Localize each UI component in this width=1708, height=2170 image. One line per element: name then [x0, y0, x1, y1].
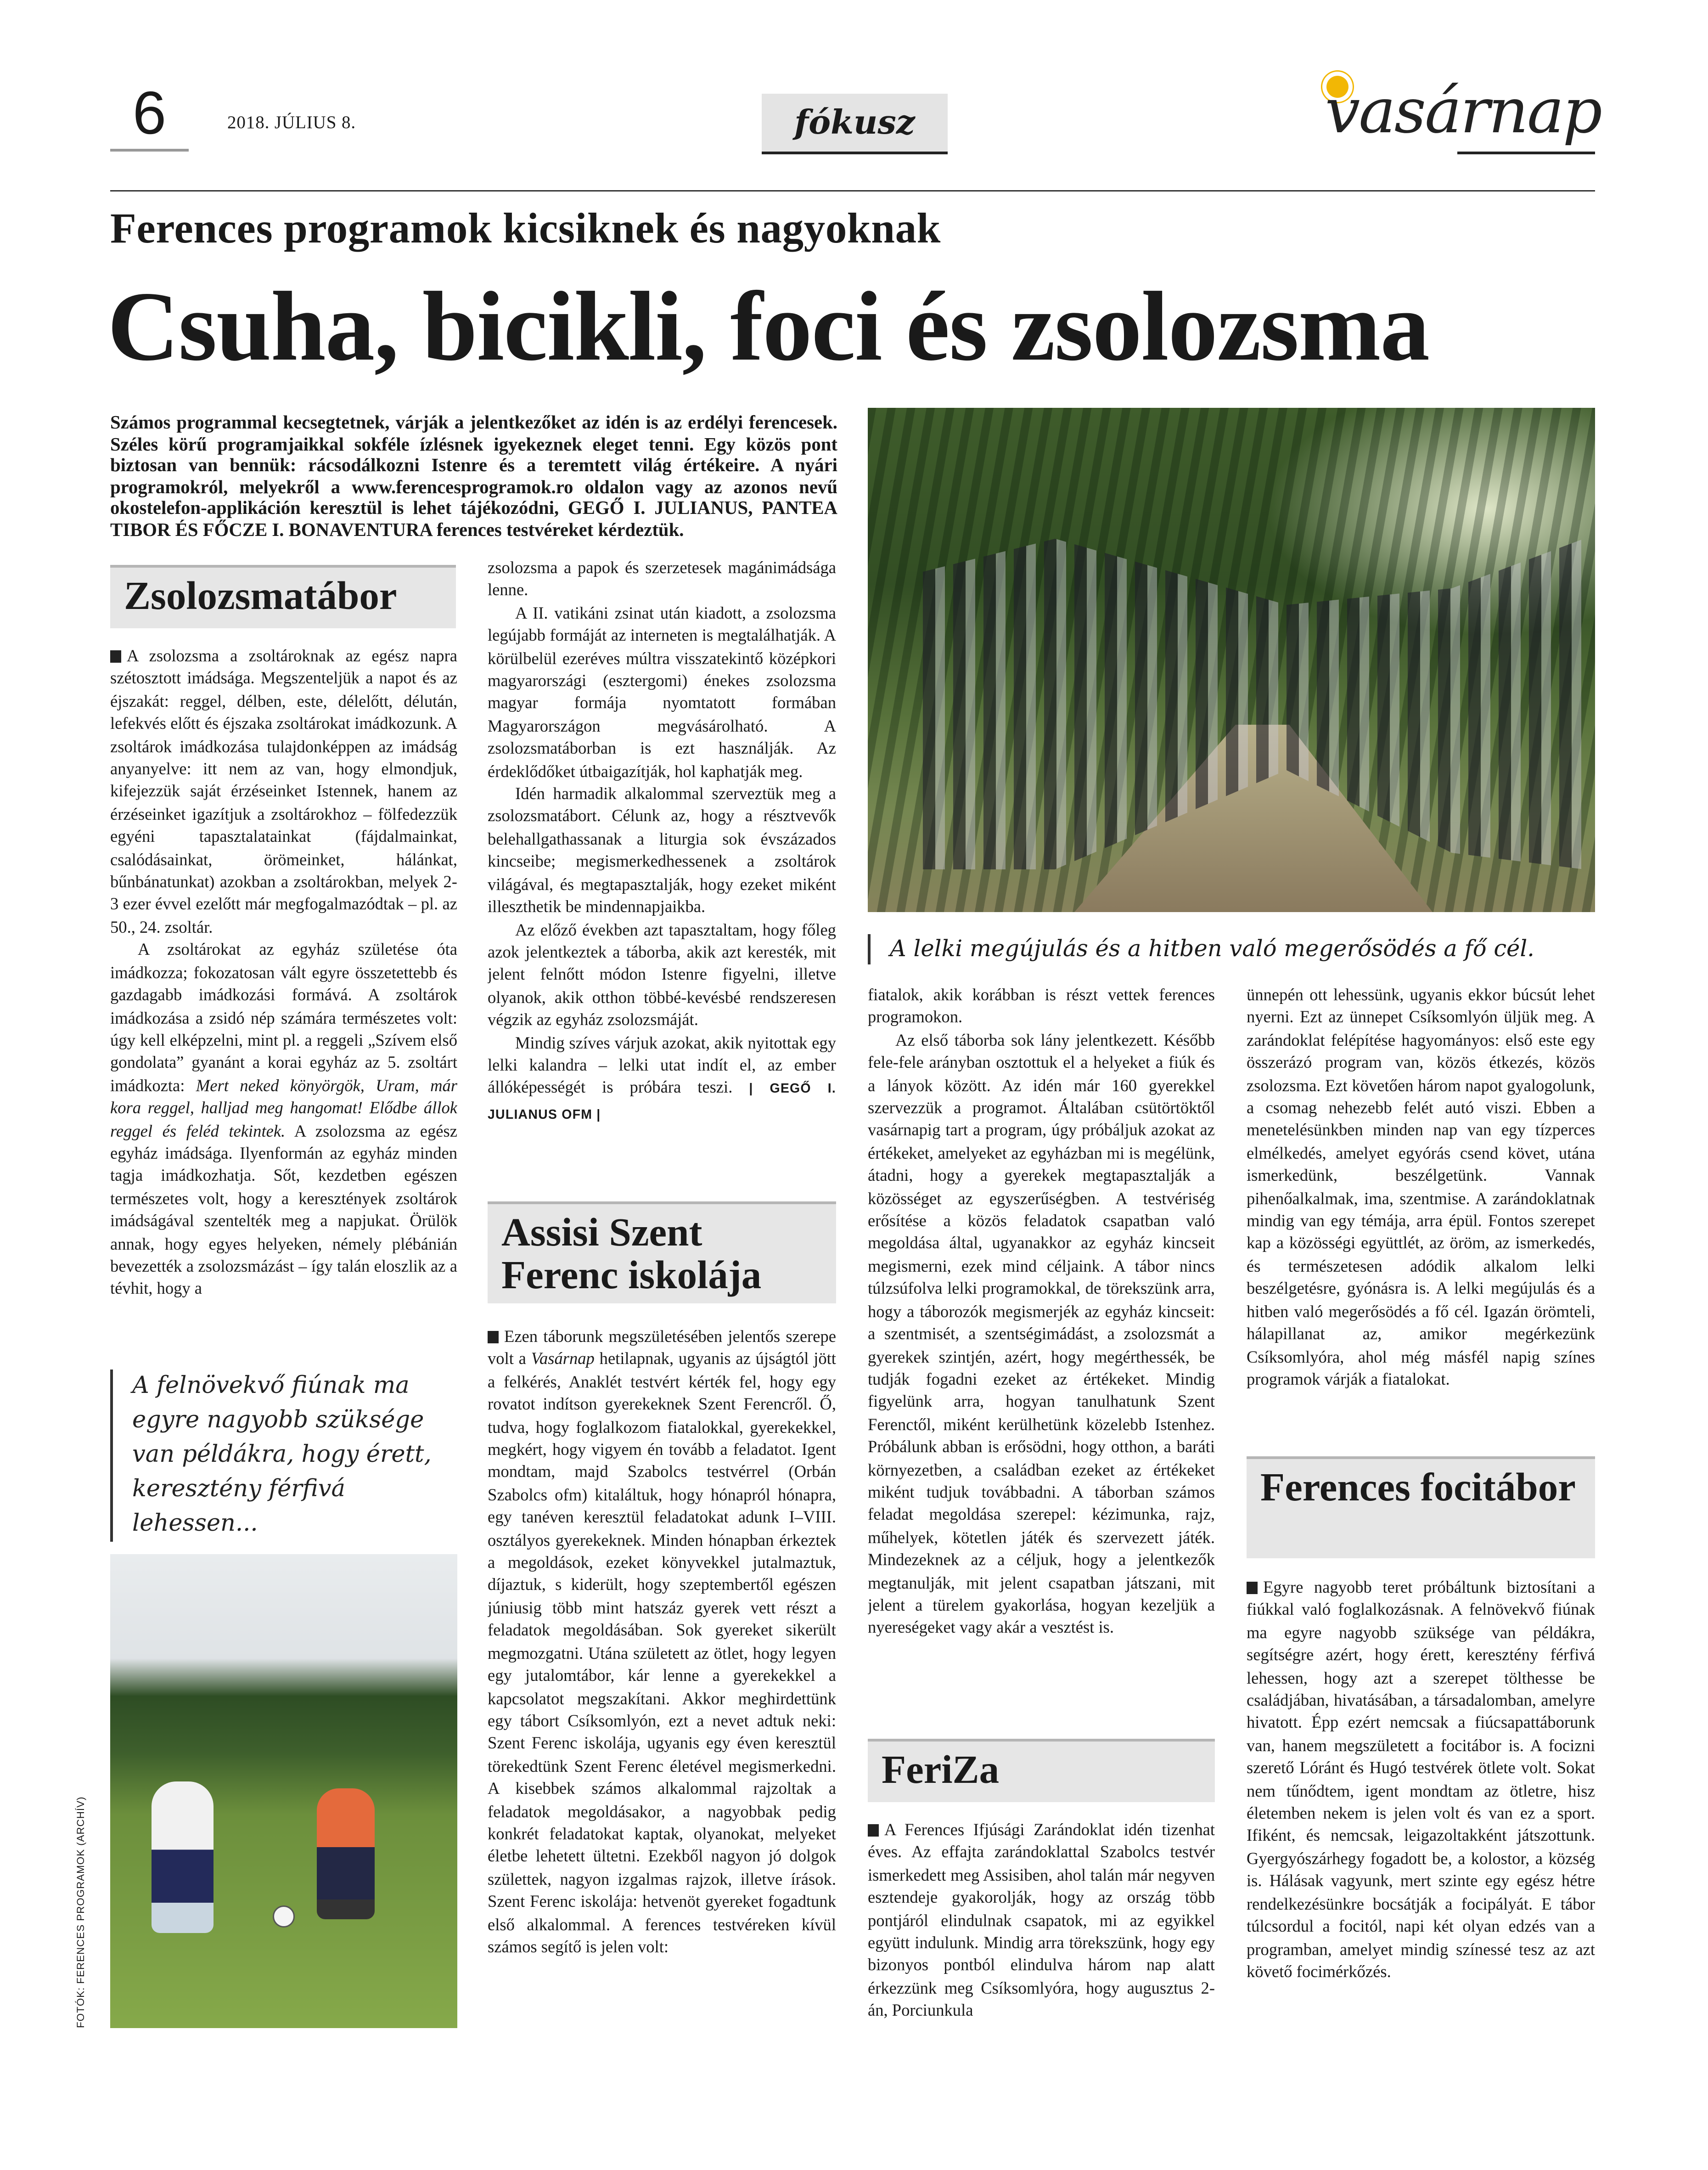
section-heading-feriza: FeriZa: [868, 1739, 1215, 1802]
column-3-bottom: [868, 1819, 1215, 2034]
player-white-shirt: [152, 1781, 214, 1933]
paragraph: [868, 1819, 1215, 2022]
paragraph-text: Egyre nagyobb teret próbáltunk biztosítani a fiúkkal való foglalkozásnak. A felnövekvő fiúnak ma egyre nagyobb szüksége van példákra, segítségre azért, hogy érett, keresztény férfivá lehessen, hogy azt a szerepet tölthesse be családjában, hivatásában, a társadalomban, amelyre hivatott. Épp ezért nemcsak a fiúcsapattáborunk van, hanem megszületett a focitábor is. A focizni szerető Lóránt és Hugó testvérek ötlete volt. Sokat nem tűnődtem, igent mondtam az ötletre, hisz életemben nekem is jelen volt és van ez a sport. Ifiként, és nemcsak, leigazoltakként játszottunk. Gyergyószárhegy fogadott be, a kolostor, a község is. Hálásak vagyunk, mert szinte egy egész hétre rendelkezésünkre bocsátják a focipályát. E tábor túlcsordul a focitól, napi két olyan edzés van a programban, amelyet mindig színessé tesz az azt követő focimérkőzés.: [1247, 1578, 1595, 1981]
paragraph: ünnepén ott lehessünk, ugyanis ekkor búcsút lehet nyerni. Ezt az ünnepet Csíksomlyón üljük meg. A zarándoklat felépítése hagyományos: első este egy összerázó program van, közös étkezés, közös zsolozsma. Ezt követően három napot gyalogolunk, a csomag nehezebb felét autó viszi. Ebben a menetelésünkben minden nap van egy tízperces elmélkedés, amelyet egyórás csend követ, utána ismerkedünk, beszélgetünk. Vannak pihenőalkalmak, ima, szentmise. A zarándoklatnak mindig van egy témája, arra épül. Fontos szerepet kap a közösségi együttlét, az öröm, az ismerkedés, és természetesen adódik alkalom lelki beszélgetésre, gyónásra is. A lelki megújulás és a hitben való megerősödés a fő cél. Igazán örömteli, hálapillanat az, amikor megérkezünk Csíksomlyóra, ahol még másfél napig színes programok várják a fiatalokat.: [1247, 985, 1595, 1389]
section-heading-iskola: Assisi Szent Ferenc iskolája: [488, 1201, 836, 1303]
section-label: fókusz: [762, 94, 948, 154]
paragraph-text: A Ferences Ifjúsági Zarándoklat idén tizenhat éves. Az effajta zarándoklattal Szabolcs testvér ismerkedett meg Assisiben, ahol talán már negyven esztendeje gyakorolják, hogy az ország több pontjáról elindulnak csapatok, mi az egyikkel együtt indulunk. Mindig arra törekszünk, hogy egy bizonyos pontból elindulva három nap alatt érkezzünk meg Csíksomlyóra, hogy augusztus 2-án, Porciunkula: [868, 1820, 1215, 2020]
paragraph: Az első táborba sok lány jelentkezett. Később fele-fele arányban osztottuk el a helyeket a fiúk és a lányok között. Az idén már 160 gyerekkel szervezzük a programot. Általában csütörtöktől vasárnapig tart a program, úgy próbáljuk azokat az értékeket, amelyeket az egyházban mi is megélünk, átadni, hogy a gyerekek megtapasztalják a közösséget az egyszerűségben. A testvériség erősítése a közös feladatok csapatban való megoldása által, ugyanakkor az egyház kincseit megismerni, ezek mind céljaink. A tábor nincs túlzsúfolva lelki programokkal, de törekszünk arra, hogy a táborozók megismerjék az egyház kincseit: a szentmisét, a szentségimádást, a zsolozsmát a gyerekek szintjén, azért, hogy megérthessék, be tudják fogadni ezeket az értékeket. Mindig figyelünk arra, hogyan tanulhatunk Szent Ferenctől, miként kerülhetünk közelebb Istenhez. Próbálunk abban is erősödni, hogy otthon, a baráti környezetben, a családban ezeket az értékeket miként tudjuk továbbadni. A táborban számos feladat megoldása szerepel: kézimunka, rajz, műhelyek, kötetlen játék és szervezett játék. Mindezeknek az a céljuk, hogy a jelentkezők megtanulják, mit jelent csapatban játszani, mit jelent a türelem gyakorlása, hogyan kezeljük a nyereségeket vagy akár a vesztést is.: [868, 1030, 1215, 1638]
column-2-top: [488, 557, 836, 1185]
paragraph-start-square: [868, 1824, 879, 1837]
pilgrimage-group-photo: [868, 408, 1595, 912]
paragraph-text: Ezen táborunk megszületésében jelentős szerepe volt a: [488, 1327, 836, 1369]
column-1: [110, 645, 457, 1356]
paragraph-text: A zsolozsma a zsoltároknak az egész napra szétosztott imádsága. Megszenteljük a napot és az éjszakát: reggel, délben, este, délelőtt, délután, lefekvés előtt és éjszaka zsoltárokat imádkozunk. A zsoltárok imádkozása tulajdonképpen az imádság anyanyelve: itt nem az van, hogy elmondjuk, kifejezzük saját érzéseinket Istennek, hanem az érzéseinket igazítjuk a zsoltárokhoz – fölfedezzük egyéni tapasztalatainkat (fájdalmainkat, csalódásainkat, örömeinket, hálánkat, bűnbánatunkat) azokban a zsoltárokban, melyek 2-3 ezer évvel ezelőtt már megfogalmazódtak – pl. az 50., 24. zsoltár.: [110, 646, 457, 937]
newspaper-name: Vasárnap: [531, 1349, 595, 1369]
column-4-top: [1247, 984, 1595, 1438]
soccer-camp-photo: [110, 1554, 457, 2028]
paragraph-text: A zsoltárokat az egyház születése óta imádkozza; fokozatosan vált egyre összetettebb és gazdagabb imádkozási formává. A zsoltárok imádkozása a zsidó nép számára természetes volt: úgy kell elképzelni, mint pl. a reggeli „Szívem első gondolata” gyanánt a korai egyház az 5. zsoltárt imádkozta:: [110, 940, 457, 1095]
column-3-top: [868, 984, 1215, 1719]
paragraph-text: A zsolozsma az egész egyház imádsága. Ilyenformán az egyház minden tagja imádkozhatja. Sőt, kezdetben egészen természetes volt, hogy a keresztények zsoltárok imádságával szentelték meg a napjukat. Örülök annak, hogy egyes helyeken, némely plébánián bevezették a zsolozsmázást – így talán eloszlik az a tévhit, hogy a: [110, 1121, 457, 1299]
paragraph: [1247, 1576, 1595, 1983]
psalm-quote: Mert neked könyörgök, Uram, már kora reggel, halljad meg hangomat! Elődbe állok reggel és feléd tekintek.: [110, 1076, 457, 1140]
vasarnap-logo: [1320, 72, 1602, 157]
paragraph: zsolozsma a papok és szerzetesek magánimádsága lenne.: [488, 558, 836, 600]
paragraph: [488, 1325, 836, 1958]
column-4-bottom: [1247, 1576, 1595, 2034]
article-kicker: Ferences programok kicsiknek és nagyoknak: [110, 204, 941, 252]
paragraph: [110, 939, 457, 1301]
paragraph: Idén harmadik alkalommal szerveztük meg a zsolozsmatábort. Célunk az, hogy a résztvevők belehallgathassanak a liturgia sok évszázados kincseibe; megismerkedhessenek a zsoltárok világával, és megtapasztalják, hogy ezeket miként illeszthetik be mindennapjaikba.: [488, 784, 836, 917]
photo-credit: FOTÓK: FERENCES PROGRAMOK (ARCHÍV): [74, 1796, 87, 2028]
paragraph: A II. vatikáni zsinat után kiadott, a zsolozsma legújabb formáját az interneten is megtalálhatják. A körülbelül ezeréves múltra visszatekintő középkori magyarországi (esztergomi) énekes zsolozsma magyar formája nyomtatott formában Magyarországon megvásárolható. A zsolozsmatáborban is ezt használják. Az érdeklődőket útbaigazítják, hol kaphatják meg.: [488, 603, 836, 781]
paragraph: fiatalok, akik korábban is részt vettek ferences programokon.: [868, 985, 1215, 1027]
section-heading-focitabor: Ferences focitábor: [1247, 1456, 1595, 1558]
issue-date: 2018. JÚLIUS 8.: [227, 112, 356, 132]
paragraph: [110, 645, 457, 939]
paragraph: [488, 1031, 836, 1127]
pull-quote: A felnövekvő fiúnak ma egyre nagyobb szüksége van példákra, hogy érett, keresztény férfivá lehessen...: [110, 1370, 456, 1542]
paragraph: Az előző években azt tapasztaltam, hogy főleg azok jelentkeztek a táborba, akik azt keresték, mit jelent felnőtt módon Istenre figyelni, illetve olyanok, akik otthon többé-kevésbé rendszeresen végzik az egyház zsolozsmáját.: [488, 919, 836, 1030]
article-lead: Számos programmal kecsegtetnek, várják a jelentkezőket az idén is az erdélyi ferencesek. Széles körű programjaikkal sokféle ízlésnek igyekeznek eleget tenni. Egy közös pont biztosan van bennük: rácsodálkozni Istenre és a teremtett világ értékeire. A nyári programokról, melyekről a www.ferencesprogramok.ro oldalon vagy az azonos nevű okostelefon-applikáción keresztül is lehet tájékozódni, GEGŐ I. JULIANUS, PANTEA TIBOR ÉS FŐCZE I. BONAVENTURA ferences testvéreket kérdeztük.: [110, 412, 837, 540]
article-headline: Csuha, bicikli, foci és zsolozsma: [107, 271, 1429, 382]
logo-underline: [1457, 152, 1595, 154]
paragraph-start-square: [488, 1331, 499, 1343]
page-number: 6: [110, 80, 189, 152]
paragraph-start-square: [110, 650, 121, 663]
column-2-bottom: [488, 1325, 836, 2034]
soccer-ball: [273, 1905, 295, 1928]
paragraph-text: Mindig szíves várjuk azokat, akik nyitottak egy lelki kalandra – lelki utat indít el, az ember állóképességét is próbára teszi.: [488, 1032, 836, 1098]
section-heading-zsolozsmatabor: Zsolozsmatábor: [110, 565, 456, 628]
header-divider: [110, 190, 1595, 192]
player-orange-shirt: [317, 1788, 375, 1919]
photo-caption: A lelki megújulás és a hitben való megerősödés a fő cél.: [868, 934, 1617, 964]
paragraph-start-square: [1247, 1582, 1258, 1594]
author-byline: | GEGŐ I. JULIANUS OFM |: [488, 1082, 836, 1123]
logo-text: vasárnap: [1325, 74, 1601, 147]
paragraph-text: hetilapnak, ugyanis az újságtól jött a felkérés, Anaklét testvért kérték fel, hogy egy rovatot indítson gyerekeknek Szent Ferencről. Ő, tudva, hogy foglalkozom fiatalokkal, gyerekekkel, megkért, hogy vigyem én tovább a feladatot. Igent mondtam, majd Szabolcs testvérrel (Orbán Szabolcs ofm) kitaláltuk, hogy hónapról hónapra, egy tanéven keresztül feladatokat adunk I–VIII. osztályos gyerekeknek. Minden hónapban érkeztek a megoldások, ezeket könyvekkel jutalmaztuk, díjaztuk, s kiderült, hogy szeptembertől egészen júniusig több mint hatszáz gyerek vett részt a feladatok megoldásában. Sok gyereket sikerült megmozgatni. Utána született az ötlet, hogy legyen egy jutalomtábor, kár lenne a gyerekekkel a kapcsolatot megszakítani. Akkor meghirdettünk egy tábort Csíksomlyón, ezt a nevet adtuk neki: Szent Ferenc iskolája, ugyanis egy éven keresztül törekedtünk Szent Ferenc életével megismerkedni. A kisebbek számos alkalommal rajzoltak a feladatok megoldásakor, a nagyobbak pedig konkrét feladatokat kaptak, olyanokat, melyeket életbe lehetett ültetni. Ezekből nagyon jó dolgok születtek, nagyon izgalmas rajzok, illetve írások. Szent Ferenc iskolája: hetvenöt gyereket fogadtunk első alkalommal. A ferences testvéreken kívül számos segítő is jelen volt:: [488, 1349, 836, 1956]
